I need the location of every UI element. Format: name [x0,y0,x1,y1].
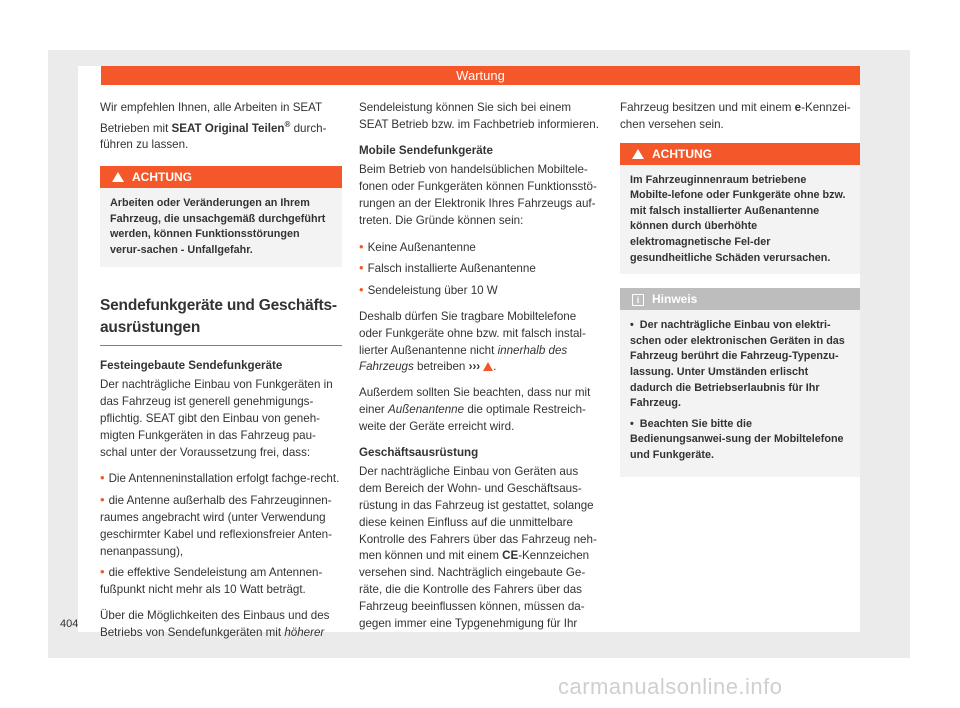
ce-mark-icon: CE [502,549,519,563]
list-item: • Beachten Sie bitte die Bedienungsanwei-sung der Mobiltelefone und Funkgeräte. [630,417,844,461]
warning-header: ACHTUNG [100,166,342,188]
subheading-business-equipment: Geschäftsausrüstung [359,445,479,459]
list-item: • die effektive Sendeleistung am Antennen-fußpunkt nicht mehr als 10 Watt beträgt. [100,564,323,597]
subheading-fixed-radios: Festeingebaute Sendefunkgeräte [100,358,283,372]
warning-icon [483,362,493,371]
watermark: carmanualsonline.info [558,674,783,699]
list-item: • Sendeleistung über 10 W [359,282,498,298]
note-header: i Hinweis [620,288,860,310]
column-3 [620,100,860,489]
warning-header: ACHTUNG [620,143,860,165]
warning-box [620,143,860,275]
intro-paragraph: Wir empfehlen Ihnen, alle Arbeiten in SEAT Betrieben mit SEAT Original Teilen® durch-führen zu lassen. [100,101,327,152]
warning-text: Arbeiten oder Veränderungen an Ihrem Fahrzeug, die unsachgemäß durchgeführt werden, können Funktionsstörungen verur-sachen - Unfallgefahr. [110,197,326,257]
subheading-mobile-radios: Mobile Sendefunkgeräte [359,143,493,157]
warning-icon [632,149,644,159]
e-mark-icon: e [794,101,802,114]
paragraph: Beim Betrieb von handelsüblichen Mobiltele-fonen oder Funkgeräten können Funktionsstö-rungen an der Elektronik Ihres Fahrzeugs auf-treten. Die Gründe können sein: [359,163,597,227]
reference-arrow[interactable]: ››› [468,360,481,374]
paragraph: Deshalb dürfen Sie tragbare Mobiltelefone oder Funkgeräte ohne bzw. mit falsch instal-lierter Außenantenne nicht innerhalb des Fahrzeugs betreiben ››› . [359,309,586,374]
section-title: Sendefunkgeräte und Geschäfts-ausrüstungen [100,295,342,346]
list-item: • Falsch installierte Außenantenne [359,260,536,276]
paragraph: Sendeleistung können Sie sich bei einem SEAT Betrieb bzw. im Fachbetrieb informieren. [359,101,599,131]
bullet-icon: • [359,238,364,254]
list-item: • Keine Außenantenne [359,238,476,254]
info-icon: i [632,294,644,306]
column-2 [359,100,601,641]
note-box [620,288,860,476]
section-header: Wartung [101,66,860,85]
note-text [620,310,860,476]
list-item: • die Antenne außerhalb des Fahrzeuginnen-raumes angebracht wird (unter Verwendung geschirmter Kabel und reflexionsfreier Anten-nenanpassung), [100,492,332,558]
bullet-icon: • [359,260,364,276]
paragraph: Der nachträgliche Einbau von Funkgeräten in das Fahrzeug ist generell genehmigungs-pflichtig. SEAT gibt den Einbau von geneh-migten Funkgeräten in das Fahrzeug pau-schal unter der Voraussetzung frei, dass: [100,378,333,459]
paragraph: Außerdem sollten Sie beachten, dass nur mit einer Außenantenne die optimale Restreich-weite der Geräte erreicht wird. [359,386,591,433]
bullet-icon: • [359,282,364,298]
bullet-icon: • [100,492,105,508]
paragraph: Über die Möglichkeiten des Einbaus und des Betriebs von Sendefunkgeräten mit höherer [100,608,330,639]
paragraph: Fahrzeug besitzen und mit einem e-Kennzei-chen versehen sein. [620,101,851,131]
paragraph: Der nachträgliche Einbau von Geräten aus dem Bereich der Wohn- und Geschäftsaus-rüstung in das Fahrzeug ist gestattet, solange diese keinen Einfluss auf die unmittelbare Kontrolle des Fahrers über das Fahrzeug neh-men können und mit einem CE-Kennzeichen versehen sind. Nachträglich eingebaute Ge-räte, die die Kontrolle des Fahrers über das Fahrzeug beeinflussen können, müssen da-gegen immer eine Typgenehmigung für Ihr [359,465,597,630]
column-1 [100,100,342,651]
bullet-icon: • [100,564,105,580]
warning-box [100,166,342,266]
warning-text: Im Fahrzeuginnenraum betriebene Mobilte-lefone oder Funkgeräte ohne bzw. mit falsch installierter Außenantenne können durch überhöhte elektromagnetische Fel-der gesundheitliche Schäden verursachen. [630,173,846,264]
list-item: • Die Antenneninstallation erfolgt fachge-recht. [100,470,340,486]
page-number: 404 [60,618,79,630]
list-item: • Der nachträgliche Einbau von elektri-schen oder elektronischen Geräten in das Fahrzeug berührt die Fahrzeug-Typenzu-lassung. Unter Umständen erlischt dadurch die Betriebserlaubnis für Ihr Fahrzeug. [630,319,845,410]
bullet-icon: • [100,470,105,486]
warning-icon [112,172,124,182]
